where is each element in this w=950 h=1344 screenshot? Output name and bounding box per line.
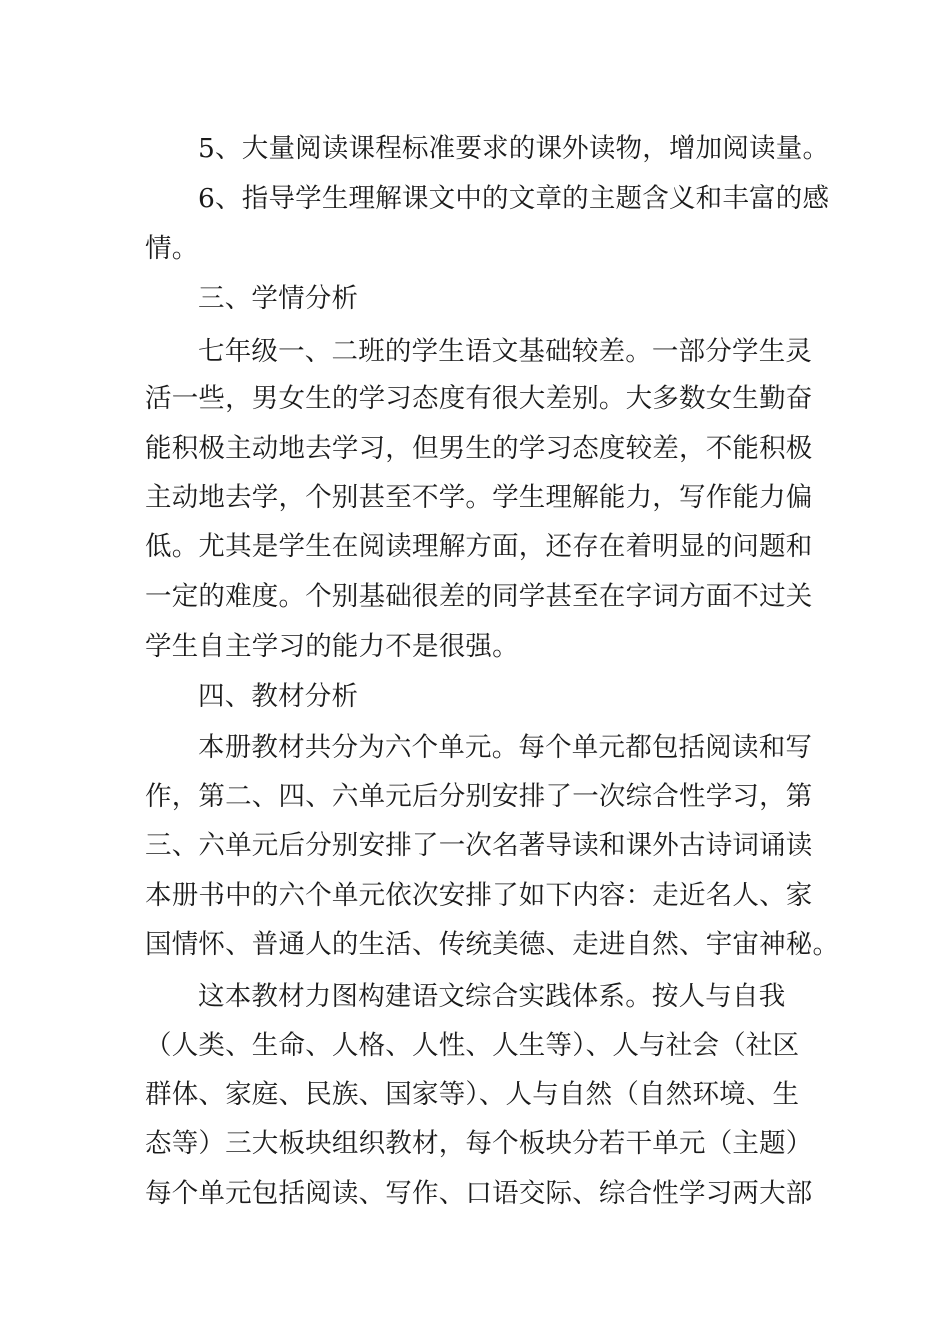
paragraph-line: 能积极主动地去学习，但男生的学习态度较差，不能积极 bbox=[145, 433, 813, 464]
paragraph-line: 学生自主学习的能力不是很强。 bbox=[145, 631, 519, 662]
paragraph-line: 国情怀、普通人的生活、传统美德、走进自然、宇宙神秘。 bbox=[145, 929, 840, 960]
paragraph-line: 6、指导学生理解课文中的文章的主题含义和丰富的感 bbox=[198, 183, 830, 214]
paragraph-line: 群体、家庭、民族、国家等）、人与自然（自然环境、生 bbox=[145, 1079, 800, 1110]
paragraph-line: 情。 bbox=[145, 233, 199, 264]
section-heading: 三、学情分析 bbox=[198, 283, 359, 314]
paragraph-line: 主动地去学，个别甚至不学。学生理解能力，写作能力偏 bbox=[145, 482, 813, 513]
paragraph-line: 一定的难度。个别基础很差的同学甚至在字词方面不过关 bbox=[145, 581, 813, 612]
section-heading: 四、教材分析 bbox=[198, 681, 359, 712]
paragraph-line: 态等）三大板块组织教材，每个板块分若干单元（主题） bbox=[145, 1128, 813, 1159]
paragraph-line: 三、六单元后分别安排了一次名著导读和课外古诗词诵读 bbox=[145, 830, 813, 861]
paragraph-line: 5、大量阅读课程标准要求的课外读物，增加阅读量。 bbox=[198, 133, 830, 164]
paragraph-line: 活一些，男女生的学习态度有很大差别。大多数女生勤奋 bbox=[145, 383, 813, 414]
paragraph-line: 作，第二、四、六单元后分别安排了一次综合性学习，第 bbox=[145, 781, 813, 812]
paragraph-line: 七年级一、二班的学生语文基础较差。一部分学生灵 bbox=[198, 336, 813, 367]
paragraph-line: 本册教材共分为六个单元。每个单元都包括阅读和写 bbox=[198, 732, 813, 763]
paragraph-line: 每个单元包括阅读、写作、口语交际、综合性学习两大部 bbox=[145, 1178, 813, 1209]
paragraph-line: （人类、生命、人格、人性、人生等）、人与社会（社区 bbox=[145, 1030, 800, 1061]
paragraph-line: 本册书中的六个单元依次安排了如下内容：走近名人、家 bbox=[145, 880, 813, 911]
paragraph-line: 低。尤其是学生在阅读理解方面，还存在着明显的问题和 bbox=[145, 531, 813, 562]
paragraph-line: 这本教材力图构建语文综合实践体系。按人与自我 bbox=[198, 981, 786, 1012]
